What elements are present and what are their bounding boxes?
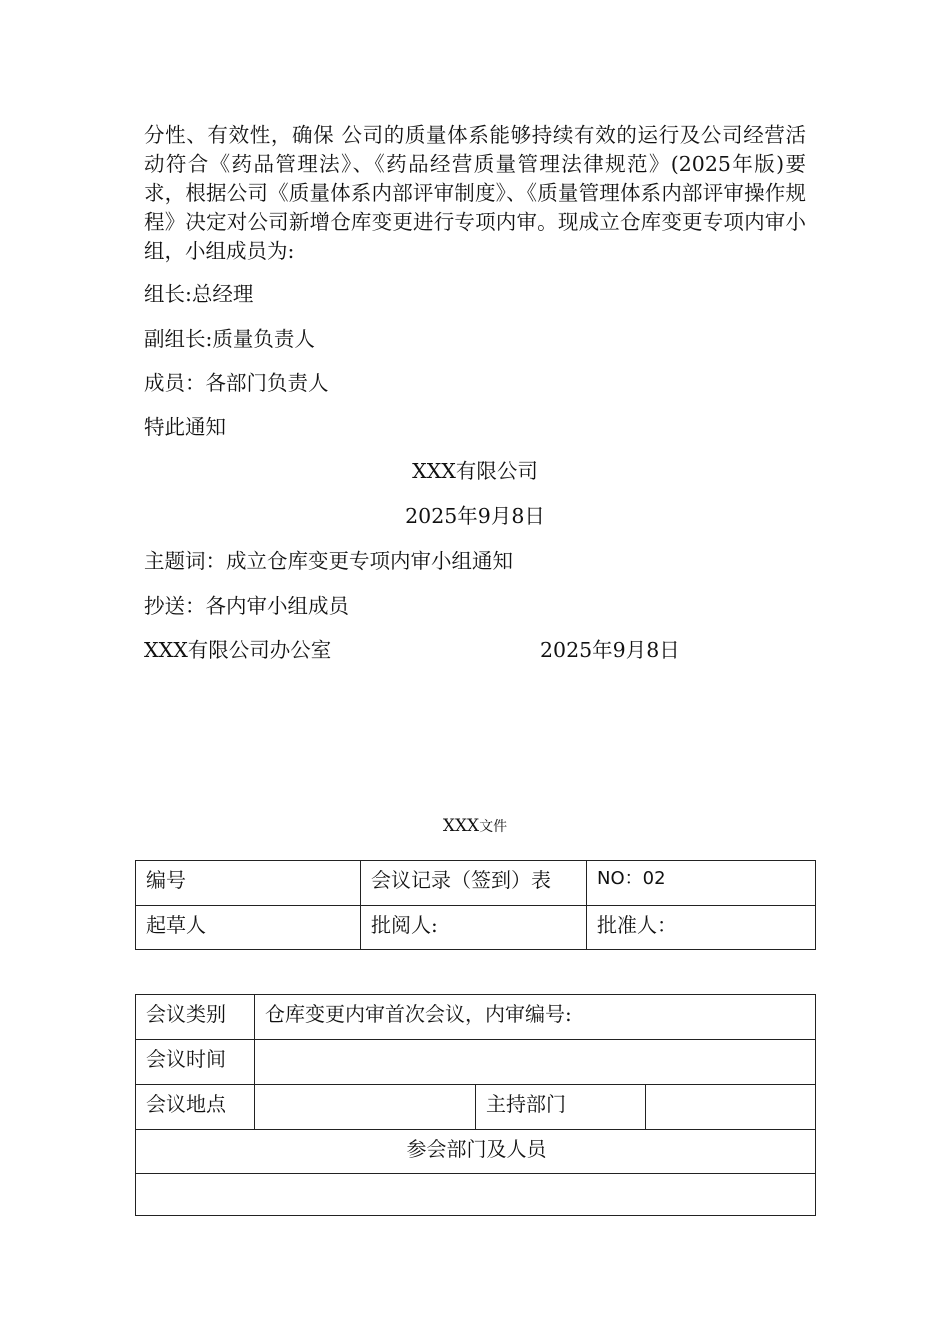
office-name: XXX有限公司办公室 xyxy=(144,638,332,662)
cc-line: 抄送：各内审小组成员 xyxy=(144,594,349,618)
meeting-place-value xyxy=(255,1085,476,1130)
meeting-type-value: 仓库变更内审首次会议，内审编号: xyxy=(255,995,816,1040)
deputy-leader-line: 副组长:质量负责人 xyxy=(144,327,315,351)
meeting-record-header-table xyxy=(135,860,816,950)
attendees-value xyxy=(136,1174,816,1216)
form-header xyxy=(0,816,950,836)
leader-line: 组长:总经理 xyxy=(144,282,254,306)
meeting-info-table xyxy=(135,994,816,1216)
intro-paragraph: 分性、有效性，确保 公司的质量体系能够持续有效的运行及公司经营活动符合《药品管理法》、《药品经营质量管理法律规范》(2025年版)要求，根据公司《质量体系内部评审制度》、《质量管理体系内部评审操作规程》决定对公司新增仓库变更进行专项内审。现成立仓库变更专项内审小组，小组成员为: xyxy=(144,123,806,263)
form-header-suffix: 文件 xyxy=(479,819,508,835)
host-dept-label: 主持部门 xyxy=(476,1085,646,1130)
issuer-name: XXX有限公司 xyxy=(412,459,538,483)
form-name-cell: 会议记录（签到）表 xyxy=(361,861,587,906)
meeting-type-label: 会议类别 xyxy=(136,995,255,1040)
meeting-place-label: 会议地点 xyxy=(136,1085,255,1130)
meeting-time-label: 会议时间 xyxy=(136,1040,255,1085)
host-dept-value xyxy=(646,1085,816,1130)
closing-line: 特此通知 xyxy=(144,415,226,439)
issue-date: 2025年9月8日 xyxy=(405,504,545,528)
meeting-time-value xyxy=(255,1040,816,1085)
approver-label-cell: 批准人： xyxy=(587,906,816,950)
subject-line: 主题词：成立仓库变更专项内审小组通知 xyxy=(144,549,513,573)
number-label-cell: 编号 xyxy=(136,861,361,906)
no-value-cell: NO：02 xyxy=(587,861,816,906)
drafter-label-cell: 起草人 xyxy=(136,906,361,950)
members-line: 成员：各部门负责人 xyxy=(144,371,329,395)
office-date: 2025年9月8日 xyxy=(540,638,680,662)
form-header-main: XXX xyxy=(442,816,480,836)
attendees-label: 参会部门及人员 xyxy=(136,1130,816,1174)
reviewer-label-cell: 批阅人: xyxy=(361,906,587,950)
